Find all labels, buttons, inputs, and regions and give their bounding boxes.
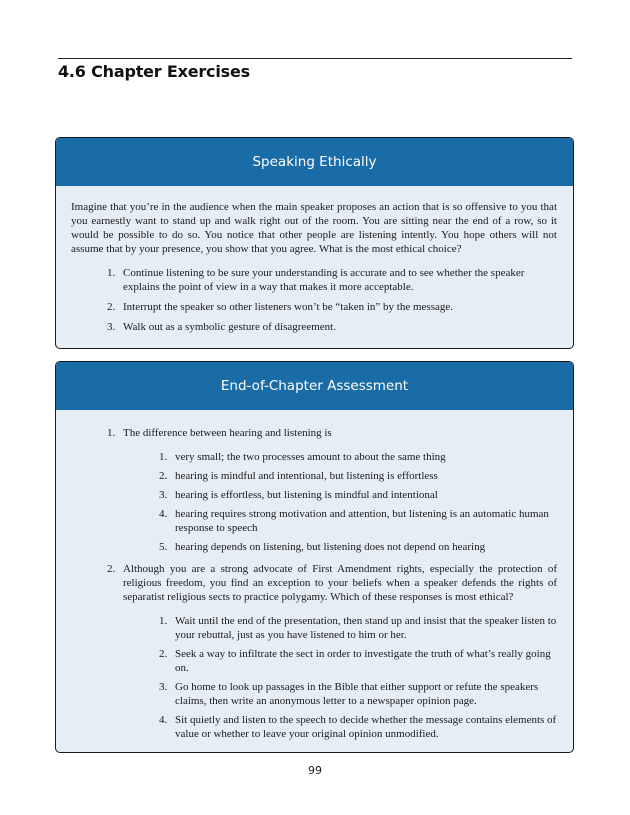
assessment-title: End-of-Chapter Assessment <box>56 362 573 410</box>
question-text: The difference between hearing and listening is <box>123 427 332 439</box>
heading-rule <box>58 58 572 59</box>
answer-number: 3. <box>159 489 168 501</box>
answer-list <box>159 614 557 741</box>
question-item <box>107 426 557 554</box>
answer-number: 2. <box>159 648 168 660</box>
answer-text: hearing depends on listening, but listening does not depend on hearing <box>175 541 486 553</box>
answer-item <box>159 647 557 675</box>
answer-item <box>159 469 557 483</box>
answer-item <box>159 488 557 502</box>
answer-number: 3. <box>159 681 168 693</box>
answer-number: 4. <box>159 508 168 520</box>
assessment-questions <box>107 426 557 741</box>
question-text: Although you are a strong advocate of First Amendment rights, especially the protection of religious freedom, you find an exception to your beliefs when a speaker defends the rights of separatist religious sects to practice polygamy. Which of these responses is most ethical? <box>123 563 557 603</box>
option-number: 3. <box>107 321 116 333</box>
answer-text: Seek a way to infiltrate the sect in order to investigate the truth of what’s really going on. <box>175 648 551 674</box>
speaking-ethically-options <box>107 266 557 334</box>
speaking-ethically-box <box>55 137 574 349</box>
answer-text: Wait until the end of the presentation, then stand up and insist that the speaker listen to your rebuttal, just as you have listened to him or her. <box>175 615 557 641</box>
option-item <box>107 320 557 334</box>
answer-text: hearing is effortless, but listening is mindful and intentional <box>175 489 438 501</box>
question-number: 1. <box>107 427 116 439</box>
page-heading: 4.6 Chapter Exercises <box>58 62 250 81</box>
question-number: 2. <box>107 563 116 575</box>
answer-text: hearing requires strong motivation and attention, but listening is an automatic human response to speech <box>175 508 549 534</box>
assessment-box <box>55 361 574 753</box>
option-number: 2. <box>107 301 116 313</box>
answer-number: 2. <box>159 470 168 482</box>
answer-item <box>159 713 557 741</box>
answer-list <box>159 450 557 554</box>
option-text: Interrupt the speaker so other listeners won’t be “taken in” by the message. <box>123 301 453 313</box>
speaking-ethically-intro: Imagine that you’re in the audience when the main speaker proposes an action that is so offensive to you that you earnestly want to stand up and walk right out of the room. You are sitting near the end of a row, so it would be possible to do so. You notice that other people are listening intently. You hope others will not assume that by your presence, you show that you agree. What is the most ethical choice? <box>71 201 557 255</box>
answer-text: Sit quietly and listen to the speech to decide whether the message contains elements of value or whether to leave your original opinion unmodified. <box>175 714 557 740</box>
answer-text: Go home to look up passages in the Bible that either support or refute the speakers claims, then write an anonymous letter to a newspaper opinion page. <box>175 681 539 707</box>
option-text: Walk out as a symbolic gesture of disagreement. <box>123 321 336 333</box>
answer-item <box>159 540 557 554</box>
page-number: 99 <box>308 764 322 777</box>
option-number: 1. <box>107 267 116 279</box>
option-text: Continue listening to be sure your understanding is accurate and to see whether the speaker explains the point of view in a way that makes it more acceptable. <box>123 267 525 293</box>
answer-item <box>159 680 557 708</box>
answer-number: 4. <box>159 714 168 726</box>
answer-item <box>159 450 557 464</box>
answer-text: very small; the two processes amount to about the same thing <box>175 451 446 463</box>
answer-item <box>159 507 557 535</box>
answer-number: 1. <box>159 615 168 627</box>
question-item <box>107 562 557 741</box>
answer-text: hearing is mindful and intentional, but listening is effortless <box>175 470 438 482</box>
answer-number: 5. <box>159 541 168 553</box>
answer-item <box>159 614 557 642</box>
option-item <box>107 266 557 294</box>
speaking-ethically-title: Speaking Ethically <box>56 138 573 186</box>
option-item <box>107 300 557 314</box>
answer-number: 1. <box>159 451 168 463</box>
